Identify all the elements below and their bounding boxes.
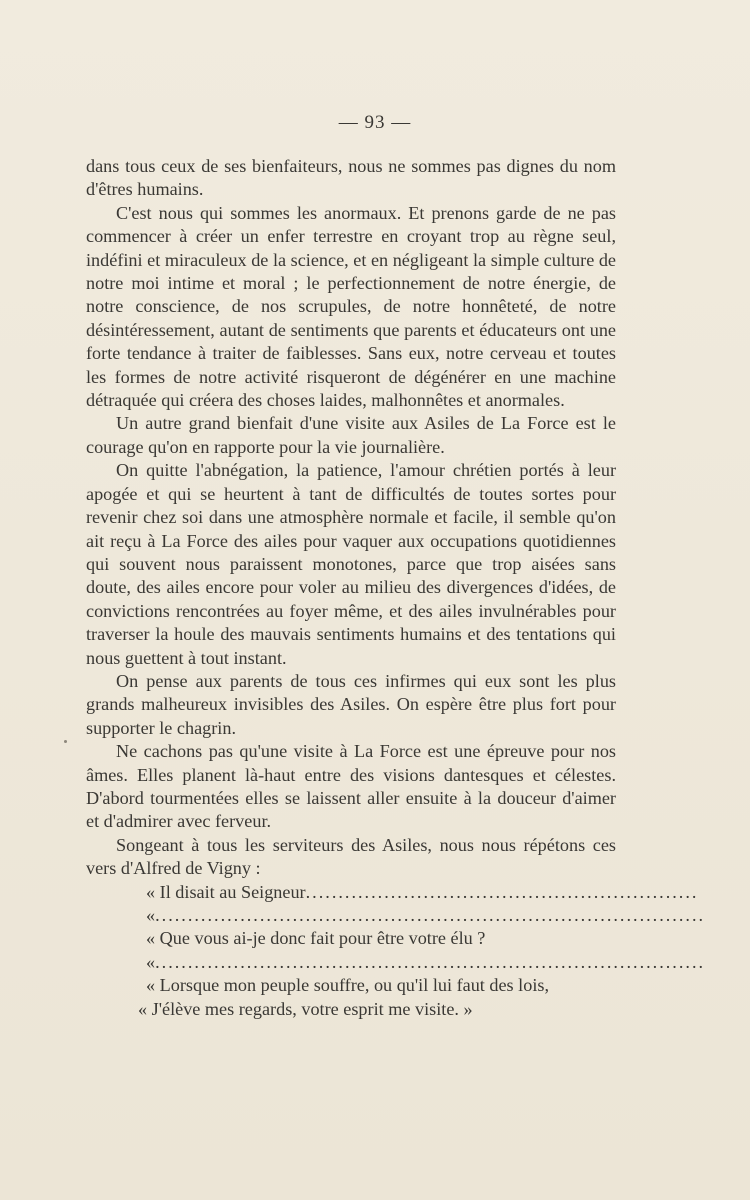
- verse-text: « Il disait au Seigneur: [146, 881, 306, 902]
- margin-speck: [64, 740, 67, 743]
- verse-text: « Lorsque mon peuple souffre, ou qu'il lui faut des lois,: [146, 975, 550, 996]
- verse-ellipsis: ....................................................................................: [155, 905, 706, 925]
- verse-ellipsis: ....................................................................................: [155, 951, 706, 972]
- verse-ellipsis: [485, 927, 616, 950]
- verse-line: [86, 951, 706, 974]
- paragraph: Ne cachons pas qu'une visite à La Force est une épreuve pour nos âmes. Elles planent là-haut entre des visions dantesques et célestes. D'abord tourmentées elles se laissent aller ensuite à la douceur d'aimer et d'admirer avec ferveur.: [86, 741, 616, 832]
- paragraph: On quitte l'abnégation, la patience, l'amour chrétien portés à leur apogée et qui se heurtent à tant de difficultés de toutes sortes pour revenir chez soi dans une atmosphère normale et facile, il semble qu'on ait reçu à La Force des ailes pour vaquer aux occupations quotidiennes qui souvent nous paraissent monotones, parce que trop aisées sans doute, des ailes encore pour voler au milieu des divergences d'idées, de convictions rencontrées au foyer même, et des ailes invulnérables pour traverser la houle des mauvais sentiments humains et des tentations qui nous guettent à tout instant.: [86, 460, 616, 668]
- verse-ellipsis: [549, 974, 616, 997]
- verse-text: «: [146, 905, 156, 925]
- page-number: — 93 —: [338, 112, 412, 133]
- paragraph: On pense aux parents de tous ces infirmes qui eux sont les plus grands malheureux invisibles des Asiles. On espère être plus fort pour supporter le chagrin.: [86, 670, 616, 738]
- body-text: [86, 155, 706, 1021]
- verse-line: [86, 974, 616, 997]
- verse-line: [86, 904, 706, 927]
- paragraph: Un autre grand bienfait d'une visite aux Asiles de La Force est le courage qu'on en rapporte pour la vie journalière.: [86, 413, 616, 457]
- paragraph: C'est nous qui sommes les anormaux. Et prenons garde de ne pas commencer à créer un enfer terrestre en croyant trop au règne seul, indéfini et miraculeux de la science, et en négligeant la simple culture de notre moi intime et moral ; le perfectionnement de notre énergie, de notre conscience, de nos scrupules, de notre honnêteté, de notre désintéressement, autant de sentiments que parents et éducateurs ont une forte tendance à traiter de faiblesses. Sans eux, notre cerveau et toutes les formes de notre activité risqueront de dégénérer en une machine détraquée qui créera des choses laides, malhonnêtes et anormales.: [86, 202, 616, 411]
- verse-ellipsis: [473, 998, 608, 1021]
- verse-line: [86, 927, 616, 950]
- paragraph: dans tous ceux de ses bienfaiteurs, nous ne sommes pas dignes du nom d'êtres humains.: [86, 156, 616, 200]
- verse-ellipsis: ............................................................: [305, 881, 699, 902]
- verse-line: [86, 881, 699, 904]
- verse-text: « Que vous ai-je donc fait pour être votre élu ?: [146, 928, 486, 949]
- verse-line: [86, 998, 616, 1021]
- paragraph: Songeant à tous les serviteurs des Asiles, nous nous répétons ces vers d'Alfred de Vigny :: [86, 834, 616, 879]
- verse-text: « J'élève mes regards, votre esprit me visite. »: [138, 998, 473, 1019]
- verse-text: «: [146, 951, 156, 972]
